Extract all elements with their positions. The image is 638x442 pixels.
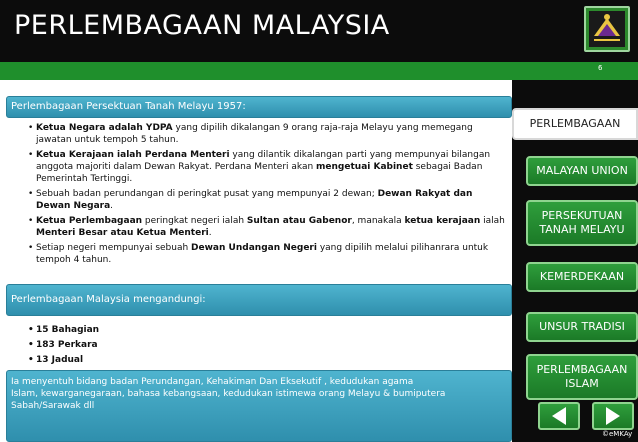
triangle-right-icon <box>606 407 620 425</box>
nav-persekutuan-tanah-melayu[interactable] <box>526 200 638 246</box>
nav-persekutuan-line-2: TANAH MELAYU <box>539 223 625 236</box>
bullet-perdana-menteri: • Ketua Kerajaan ialah Perdana Menteri yang dilantik dikalangan parti yang mempunyai bilangan anggota majoriti dalam Dewan Rakyat. Perdana Menteri akan mengetuai Kabinet sebagai Badan Pemerintah Tertinggi. <box>28 149 508 185</box>
triangle-left-icon <box>552 407 566 425</box>
bullet-badan-perundangan: • Sebuah badan perundangan di peringkat pusat yang mempunyai 2 dewan; Dewan Rakyat dan Dewan Negara. <box>28 188 508 212</box>
prev-slide-button[interactable] <box>538 402 580 430</box>
nav-islam-line-2: ISLAM <box>565 377 599 390</box>
summary-line-1: Ia menyentuh bidang badan Perundangan, Kehakiman Dan Eksekutif , kedudukan agama <box>11 377 414 387</box>
nav-kemerdekaan[interactable]: KEMERDEKAAN <box>526 262 638 292</box>
nav-persekutuan-line-1: PERSEKUTUAN <box>541 209 623 222</box>
title-accent-strip <box>0 62 638 80</box>
bullet-list-1957 <box>28 122 508 269</box>
bullet-jadual: • 13 Jadual <box>28 354 508 366</box>
institution-logo <box>584 6 630 52</box>
slide-number: 6 <box>598 64 603 72</box>
nav-unsur-tradisi[interactable]: UNSUR TRADISI <box>526 312 638 342</box>
nav-perlembagaan-islam[interactable] <box>526 354 638 400</box>
section-summary <box>6 370 512 442</box>
bullet-perkara: • 183 Perkara <box>28 339 508 351</box>
bullet-ketua-perlembagaan: • Ketua Perlembagaan peringkat negeri ialah Sultan atau Gabenor, manakala ketua kerajaan ialah Menteri Besar atau Ketua Menteri. <box>28 215 508 239</box>
summary-line-2: Islam, kewarganegaraan, bahasa kebangsaan, kedudukan istimewa orang Melayu & bumiputera <box>11 389 446 399</box>
nav-islam-line-1: PERLEMBAGAAN <box>536 363 628 376</box>
bullet-bahagian: • 15 Bahagian <box>28 324 508 336</box>
bullet-list-contents <box>28 324 508 369</box>
section-header-malaysia: Perlembagaan Malaysia mengandungi: <box>6 284 512 316</box>
nav-perlembagaan[interactable]: PERLEMBAGAAN <box>512 108 638 140</box>
slide-title: PERLEMBAGAAN MALAYSIA <box>14 10 390 41</box>
author-credit: ©eMKAy <box>602 430 633 438</box>
logo-emblem-icon <box>586 8 628 50</box>
bullet-ydpa: • Ketua Negara adalah YDPA yang dipilih dikalangan 9 orang raja-raja Melayu yang memegang jawatan untuk tempoh 5 tahun. <box>28 122 508 146</box>
summary-line-3: Sabah/Sarawak dll <box>11 401 95 411</box>
bullet-dewan-undangan: • Setiap negeri mempunyai sebuah Dewan Undangan Negeri yang dipilih melalui pilihanrara untuk tempoh 4 tahun. <box>28 242 508 266</box>
next-slide-button[interactable] <box>592 402 634 430</box>
nav-malayan-union[interactable]: MALAYAN UNION <box>526 156 638 186</box>
section-header-1957: Perlembagaan Persektuan Tanah Melayu 1957: <box>6 96 512 118</box>
